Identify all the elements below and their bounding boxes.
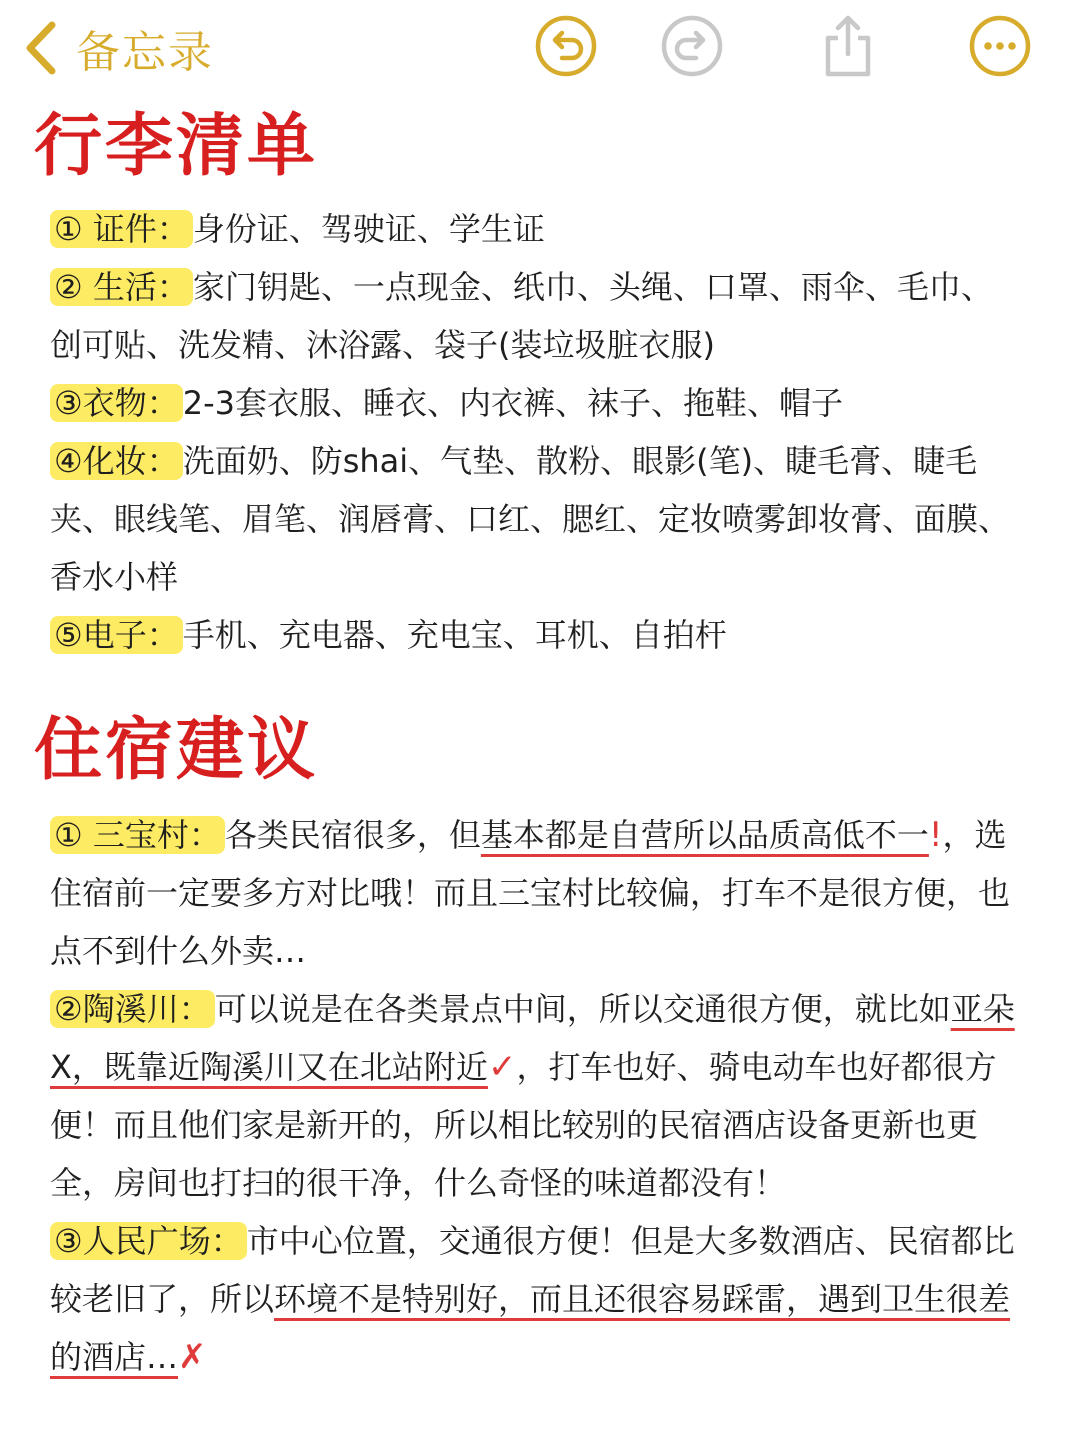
redo-icon — [660, 14, 724, 78]
note-content[interactable] — [0, 108, 1080, 1386]
item-text-post: ，选住宿前一定要多方对比哦！而且三宝村比较偏，打车不是很方便，也点不到什么外卖… — [50, 816, 1011, 970]
undo-icon — [534, 14, 598, 78]
redo-button[interactable] — [660, 14, 724, 78]
item-label: ②陶溪川： — [50, 990, 215, 1028]
lodging-item-renmin-square — [0, 1212, 1080, 1386]
section-title-lodging: 住宿建议 — [34, 711, 319, 790]
item-text: 手机、充电器、充电宝、耳机、自拍杆 — [182, 616, 727, 654]
underlined-text: 基本都是自营所以品质高低不一 — [480, 816, 929, 854]
underlined-text: 环境不是特别好，而且还很容易踩雷，遇到卫生很差的酒店… — [50, 1280, 1011, 1376]
item-label: ③人民广场： — [50, 1222, 247, 1260]
item-text: 家门钥匙、一点现金、纸巾、头绳、口罩、雨伞、毛巾、创可贴、洗发精、沐浴露、袋子(装垃圾脏衣服) — [50, 268, 993, 364]
share-button[interactable] — [816, 14, 880, 78]
luggage-item-documents — [0, 200, 1080, 258]
item-label: ① 三宝村： — [50, 816, 225, 854]
luggage-item-electronics — [0, 606, 1080, 664]
lodging-item-sanbaocun — [0, 806, 1080, 980]
top-bar — [0, 0, 1080, 100]
section-title-luggage: 行李清单 — [34, 107, 319, 186]
item-label: ④化妆： — [50, 442, 183, 480]
back-label: 备忘录 — [76, 27, 214, 78]
lodging-item-taoxichuan — [0, 980, 1080, 1212]
item-label: ① 证件： — [50, 210, 193, 248]
more-icon — [968, 14, 1032, 78]
item-text-pre: 市中心位置，交通很方便！但是大多数酒店、民宿都比较老旧了，所以 — [50, 1222, 1015, 1318]
luggage-item-makeup — [0, 432, 1080, 606]
chevron-left-icon — [22, 21, 58, 75]
item-text-pre: 可以说是在各类景点中间，所以交通很方便，就比如 — [214, 990, 951, 1028]
lodging-list — [0, 806, 1080, 1386]
item-text: 身份证、驾驶证、学生证 — [192, 210, 545, 248]
share-icon — [816, 14, 880, 78]
undo-button[interactable] — [534, 14, 598, 78]
item-label: ② 生活： — [50, 268, 193, 306]
item-label: ⑤电子： — [50, 616, 183, 654]
cross-mark-icon: ✗ — [178, 1337, 207, 1377]
check-mark-icon: ✓ — [487, 1047, 517, 1087]
item-text: 洗面奶、防shai、气垫、散粉、眼影(笔)、睫毛膏、睫毛夹、眼线笔、眉笔、润唇膏、口红、腮红、定妆喷雾卸妆膏、面膜、香水小样 — [50, 442, 1011, 596]
item-label: ③衣物： — [50, 384, 183, 422]
exclamation-mark: ! — [928, 815, 943, 855]
more-button[interactable] — [968, 14, 1032, 78]
luggage-list — [0, 200, 1080, 664]
back-button[interactable] — [22, 18, 214, 78]
luggage-item-clothes — [0, 374, 1080, 432]
luggage-item-daily — [0, 258, 1080, 374]
underlined-text: 亚朵X，既靠近陶溪川又在北站附近 — [50, 990, 1015, 1086]
item-text-post: ，打车也好、骑电动车也好都很方便！而且他们家是新开的，所以相比较别的民宿酒店设备更新也更全，房间也打扫的很干净，什么奇怪的味道都没有！ — [50, 1048, 997, 1202]
item-text-pre: 各类民宿很多，但 — [224, 816, 481, 854]
item-text: 2-3套衣服、睡衣、内衣裤、袜子、拖鞋、帽子 — [182, 384, 843, 422]
